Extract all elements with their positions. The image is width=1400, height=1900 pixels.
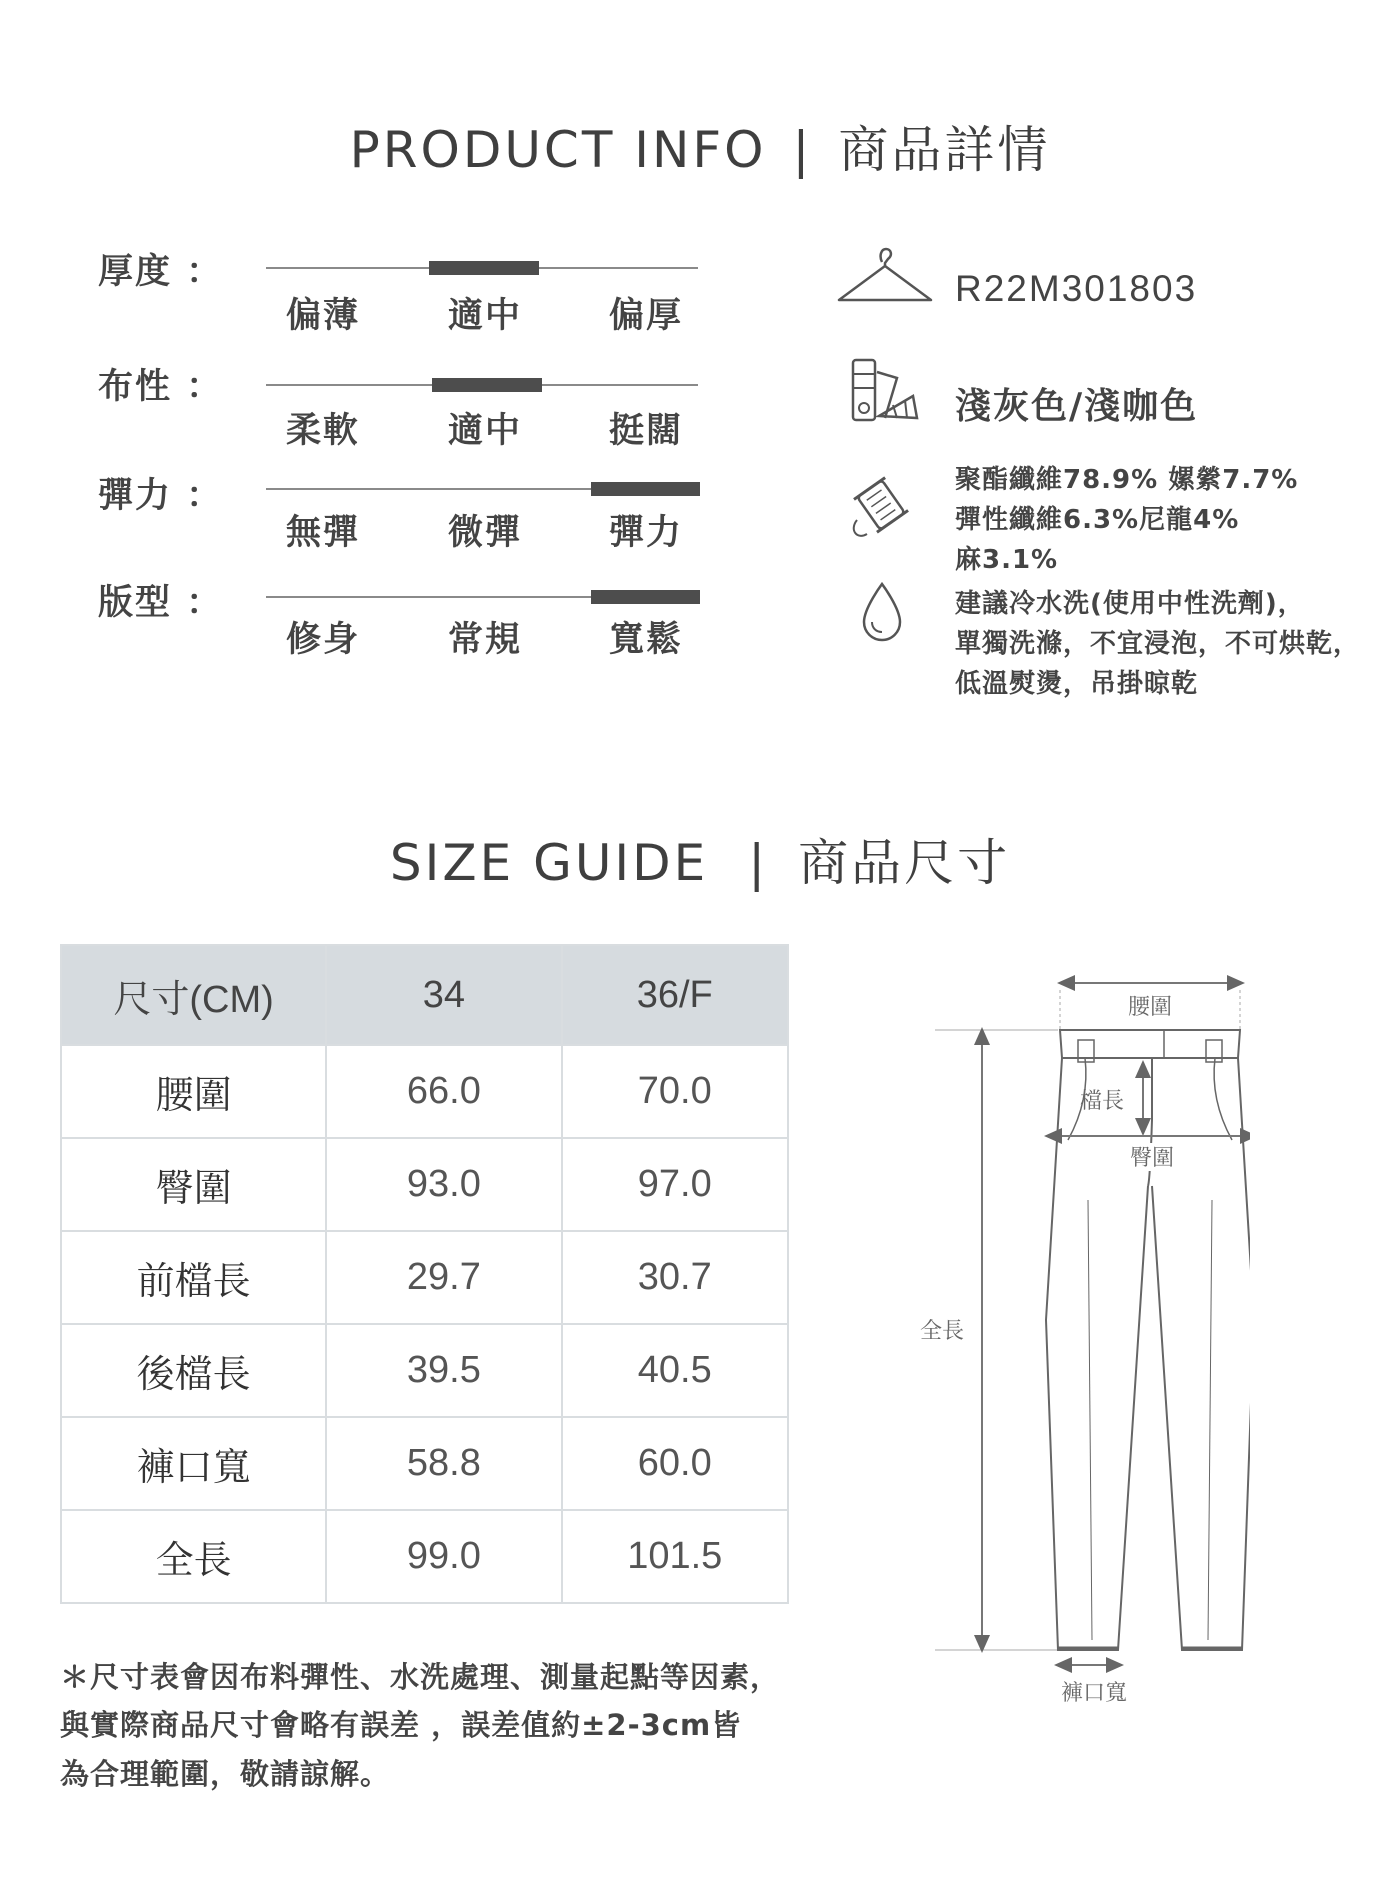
size-table [60, 944, 789, 1604]
care-line: 低溫熨燙，吊掛晾乾 [955, 669, 1199, 699]
material-line: 聚酯纖維78.9% 嫘縈7.7% [955, 465, 1299, 495]
table-cell: 101.5 [562, 1510, 788, 1603]
fit-scale [266, 596, 698, 598]
care-instructions [955, 584, 1360, 704]
table-cell: 97.0 [562, 1138, 788, 1231]
pants-measurement-diagram [920, 960, 1250, 1740]
fabric-label: 布性 ： [98, 367, 224, 407]
rise-diagram-label: 檔長 [1079, 1089, 1125, 1114]
table-cell: 30.7 [562, 1231, 788, 1324]
elasticity-option-slight: 微彈 [447, 513, 522, 553]
elasticity-scale [266, 488, 698, 490]
fit-option-loose: 寬鬆 [608, 620, 683, 660]
elasticity-label: 彈力 ： [98, 476, 224, 516]
fabric-option-crisp: 挺闊 [608, 411, 683, 451]
fit-option-regular: 常規 [447, 620, 522, 660]
table-cell: 93.0 [326, 1138, 561, 1231]
size-guide-title-zh: 商品尺寸 [798, 834, 1011, 892]
measure-name: 腰圍 [61, 1045, 326, 1138]
table-row [61, 1045, 788, 1138]
product-info-title-zh: 商品詳情 [838, 121, 1051, 179]
product-sku: R22M301803 [955, 268, 1198, 309]
measure-name: 前檔長 [61, 1231, 326, 1324]
fit-option-slim: 修身 [285, 620, 360, 660]
fabric-option-medium: 適中 [447, 411, 522, 451]
hem-diagram-label: 褲口寬 [1060, 1681, 1128, 1706]
title-separator: | [792, 121, 813, 179]
thickness-option-medium: 適中 [447, 296, 522, 336]
material-line: 彈性纖維6.3%尼龍4% [955, 505, 1240, 535]
thread-spool-icon [843, 470, 923, 542]
waist-diagram-label: 腰圍 [1127, 995, 1173, 1020]
table-header-cell: 36/F [562, 945, 788, 1045]
thickness-option-thick: 偏厚 [608, 296, 683, 336]
size-note-line: 為合理範圍，敬請諒解。 [60, 1757, 391, 1791]
size-note-line: ＊尺寸表會因布料彈性、水洗處理、測量起點等因素， [60, 1660, 781, 1694]
fabric-option-soft: 柔軟 [285, 411, 360, 451]
table-cell: 99.0 [326, 1510, 561, 1603]
table-row [61, 1138, 788, 1231]
pants-outline [1046, 1030, 1250, 1650]
thickness-level-marker [429, 261, 539, 275]
measure-name: 全長 [61, 1510, 326, 1603]
water-drop-icon [858, 580, 906, 644]
table-row [61, 1417, 788, 1510]
table-row [61, 1510, 788, 1603]
table-cell: 29.7 [326, 1231, 561, 1324]
material-composition [955, 460, 1298, 580]
size-guide-title-en: SIZE GUIDE [389, 834, 709, 892]
table-cell: 60.0 [562, 1417, 788, 1510]
table-header-cell: 34 [326, 945, 561, 1045]
fabric-level-marker [432, 378, 542, 392]
material-line: 麻3.1% [955, 545, 1059, 575]
color-swatch-icon [849, 356, 921, 426]
thickness-scale [266, 267, 698, 269]
elasticity-option-stretch: 彈力 [608, 513, 683, 553]
elasticity-level-marker [591, 482, 700, 496]
thickness-option-thin: 偏薄 [285, 296, 360, 336]
size-guide-title [0, 823, 1400, 895]
size-note-line: 與實際商品尺寸會略有誤差 ，誤差值約±2-3cm皆 [60, 1708, 742, 1742]
table-row [61, 1231, 788, 1324]
product-info-title [0, 110, 1400, 182]
measure-name: 後檔長 [61, 1324, 326, 1417]
measure-name: 褲口寬 [61, 1417, 326, 1510]
product-info-title-en: PRODUCT INFO [349, 121, 767, 179]
table-header-row [61, 945, 788, 1045]
table-row [61, 1324, 788, 1417]
full-length-diagram-label: 全長 [920, 1319, 965, 1344]
table-cell: 58.8 [326, 1417, 561, 1510]
table-cell: 70.0 [562, 1045, 788, 1138]
fabric-scale [266, 384, 698, 386]
measure-name: 臀圍 [61, 1138, 326, 1231]
care-line: 單獨洗滌，不宜浸泡，不可烘乾， [955, 629, 1361, 659]
table-header-cell: 尺寸(CM) [61, 945, 326, 1045]
hip-diagram-label: 臀圍 [1129, 1146, 1175, 1171]
elasticity-option-none: 無彈 [285, 513, 360, 553]
care-line: 建議冷水洗(使用中性洗劑)， [955, 589, 1305, 619]
table-cell: 39.5 [326, 1324, 561, 1417]
table-cell: 66.0 [326, 1045, 561, 1138]
thickness-label: 厚度 ： [98, 252, 224, 292]
hanger-icon [835, 244, 935, 310]
fit-label: 版型 ： [98, 583, 224, 623]
table-cell: 40.5 [562, 1324, 788, 1417]
fit-level-marker [591, 590, 700, 604]
product-color: 淺灰色/淺咖色 [955, 386, 1199, 427]
title-separator: | [748, 834, 769, 892]
